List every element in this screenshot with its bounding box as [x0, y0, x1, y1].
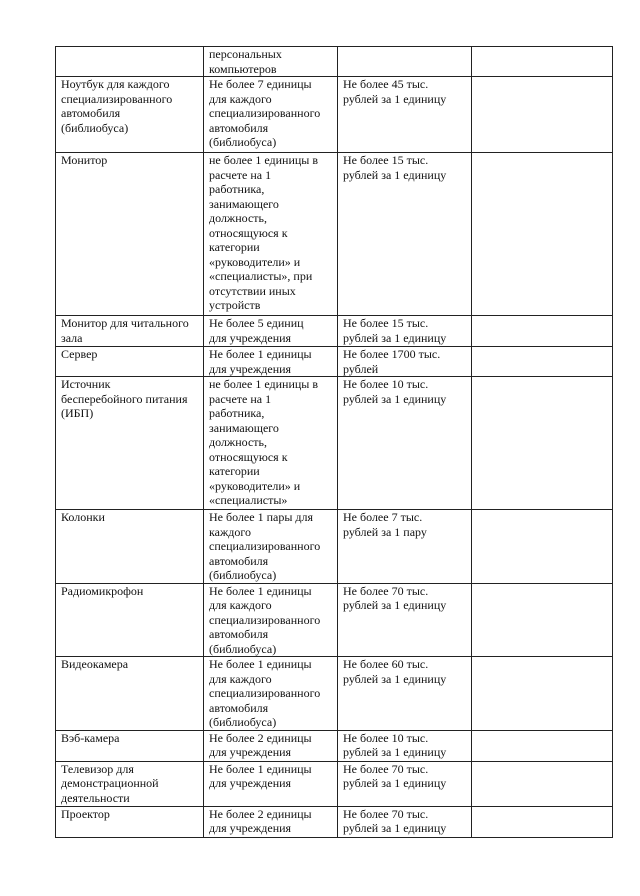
table-row: [56, 47, 613, 77]
quantity-cell: Не более 1 единицы для учреждения: [204, 761, 338, 806]
note-cell: [472, 730, 613, 761]
price-cell: [338, 47, 472, 77]
table-row: [56, 761, 613, 806]
quantity-cell: Не более 5 единиц для учреждения: [204, 316, 338, 347]
item-name-cell: Сервер: [56, 347, 204, 377]
quantity-cell: не более 1 единицы в расчете на 1 работника, занимающего должность, относящуюся к категории «руководители» и «специалисты»: [204, 377, 338, 510]
quantity-cell: Не более 1 единицы для каждого специализированного автомобиля (библиобуса): [204, 583, 338, 657]
item-name-cell: Видеокамера: [56, 657, 204, 731]
table-row: [56, 153, 613, 316]
note-cell: [472, 583, 613, 657]
table-row: [56, 510, 613, 584]
table-row: [56, 730, 613, 761]
price-cell: Не более 70 тыс. рублей за 1 единицу: [338, 806, 472, 837]
quantity-cell: Не более 2 единицы для учреждения: [204, 806, 338, 837]
table-row: [56, 657, 613, 731]
table-row: [56, 316, 613, 347]
item-name-cell: Ноутбук для каждого специализированного автомобиля (библиобуса): [56, 77, 204, 153]
table-row: [56, 77, 613, 153]
item-name-cell: Монитор: [56, 153, 204, 316]
note-cell: [472, 510, 613, 584]
note-cell: [472, 806, 613, 837]
price-cell: Не более 15 тыс. рублей за 1 единицу: [338, 153, 472, 316]
quantity-cell: не более 1 единицы в расчете на 1 работника, занимающего должность, относящуюся к категории «руководители» и «специалисты», при отсутствии иных устройств: [204, 153, 338, 316]
note-cell: [472, 347, 613, 377]
item-name-cell: Проектор: [56, 806, 204, 837]
item-name-cell: Телевизор для демонстрационной деятельности: [56, 761, 204, 806]
table-row: [56, 583, 613, 657]
price-cell: Не более 70 тыс. рублей за 1 единицу: [338, 583, 472, 657]
table-row: [56, 347, 613, 377]
price-cell: Не более 45 тыс. рублей за 1 единицу: [338, 77, 472, 153]
note-cell: [472, 316, 613, 347]
price-cell: Не более 70 тыс. рублей за 1 единицу: [338, 761, 472, 806]
item-name-cell: [56, 47, 204, 77]
item-name-cell: Источник бесперебойного питания (ИБП): [56, 377, 204, 510]
price-cell: Не более 10 тыс. рублей за 1 единицу: [338, 730, 472, 761]
quantity-cell: персональных компьютеров: [204, 47, 338, 77]
item-name-cell: Колонки: [56, 510, 204, 584]
price-cell: Не более 15 тыс. рублей за 1 единицу: [338, 316, 472, 347]
quantity-cell: Не более 2 единицы для учреждения: [204, 730, 338, 761]
quantity-cell: Не более 7 единицы для каждого специализированного автомобиля (библиобуса): [204, 77, 338, 153]
quantity-cell: Не более 1 единицы для каждого специализированного автомобиля (библиобуса): [204, 657, 338, 731]
note-cell: [472, 153, 613, 316]
price-cell: Не более 1700 тыс. рублей: [338, 347, 472, 377]
note-cell: [472, 377, 613, 510]
price-cell: Не более 60 тыс. рублей за 1 единицу: [338, 657, 472, 731]
item-name-cell: Вэб-камера: [56, 730, 204, 761]
table-row: [56, 377, 613, 510]
quantity-cell: Не более 1 единицы для учреждения: [204, 347, 338, 377]
price-cell: Не более 7 тыс. рублей за 1 пару: [338, 510, 472, 584]
note-cell: [472, 761, 613, 806]
item-name-cell: Монитор для читального зала: [56, 316, 204, 347]
price-cell: Не более 10 тыс. рублей за 1 единицу: [338, 377, 472, 510]
item-name-cell: Радиомикрофон: [56, 583, 204, 657]
equipment-norms-table: [55, 46, 613, 838]
note-cell: [472, 77, 613, 153]
note-cell: [472, 47, 613, 77]
table-row: [56, 806, 613, 837]
note-cell: [472, 657, 613, 731]
quantity-cell: Не более 1 пары для каждого специализированного автомобиля (библиобуса): [204, 510, 338, 584]
